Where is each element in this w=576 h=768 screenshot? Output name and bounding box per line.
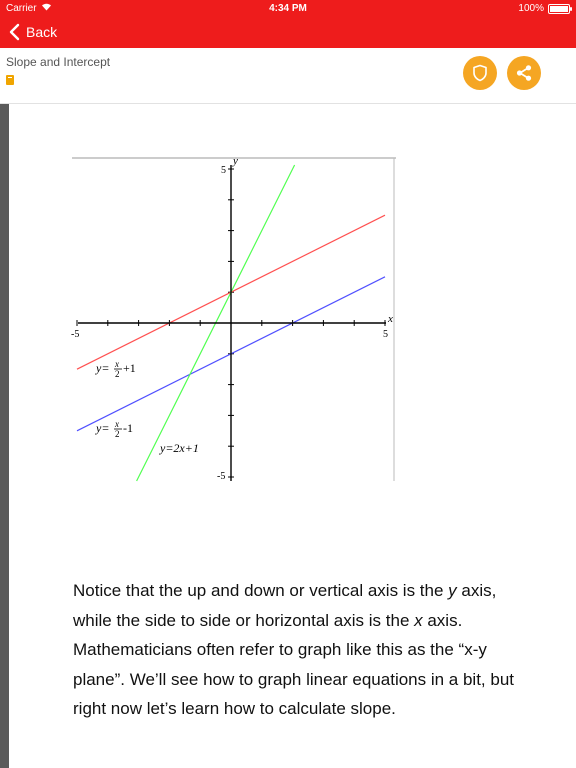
- back-label: Back: [26, 24, 58, 40]
- series-label-numerator: x: [115, 359, 119, 369]
- x-tick-label: -5: [71, 329, 80, 340]
- series-label: [95, 359, 136, 379]
- carrier-label: Carrier: [6, 3, 37, 14]
- chevron-left-icon: [8, 23, 22, 41]
- series-label-numerator: x: [115, 419, 119, 429]
- coordinate-graph: [72, 155, 396, 481]
- x-tick-label: 5: [383, 329, 388, 340]
- share-button[interactable]: [507, 56, 541, 90]
- status-bar: [0, 0, 576, 16]
- paragraph-x-var: x: [414, 610, 423, 630]
- back-button[interactable]: [8, 23, 57, 41]
- paragraph-y-var: y: [448, 581, 457, 600]
- y-axis-label: y: [233, 155, 238, 167]
- x-axis-label: x: [388, 313, 393, 325]
- paragraph-text-2: axis, while the side to side or horizontal axis is the: [73, 581, 497, 630]
- series-label-prefix: y=: [96, 421, 110, 435]
- battery-percent: 100%: [518, 3, 544, 14]
- shield-icon: [472, 64, 488, 82]
- book-icon: [6, 75, 14, 85]
- battery-icon: [548, 4, 570, 14]
- favorite-button[interactable]: [463, 56, 497, 90]
- paragraph-text-1: Notice that the up and down or vertical axis is the: [73, 581, 449, 600]
- lesson-paragraph: [73, 576, 523, 724]
- series-label: [159, 441, 199, 455]
- series-label: [95, 419, 133, 439]
- y-tick-label: 5: [221, 165, 226, 176]
- navigation-bar: [0, 0, 576, 48]
- share-icon: [515, 64, 533, 82]
- series-label-suffix: +1: [123, 361, 136, 375]
- clock-label: 4:34 PM: [269, 3, 307, 14]
- series-label-denominator: 2: [115, 369, 120, 379]
- page-title: Slope and Intercept: [6, 55, 111, 69]
- y-tick-label: -5: [217, 471, 226, 482]
- series-label-suffix: -1: [123, 421, 133, 435]
- series-label-prefix: y=: [96, 361, 110, 375]
- series-label-text: y=2x+1: [160, 441, 199, 455]
- series-label-denominator: 2: [115, 429, 120, 439]
- paragraph-text-3: axis. Mathematicians often refer to graph like this as the “x-y plane”. We’ll see how to graph linear equations in a bit, but right now let’s learn how to calculate slope.: [73, 610, 515, 718]
- page-edge-shadow: [0, 104, 9, 768]
